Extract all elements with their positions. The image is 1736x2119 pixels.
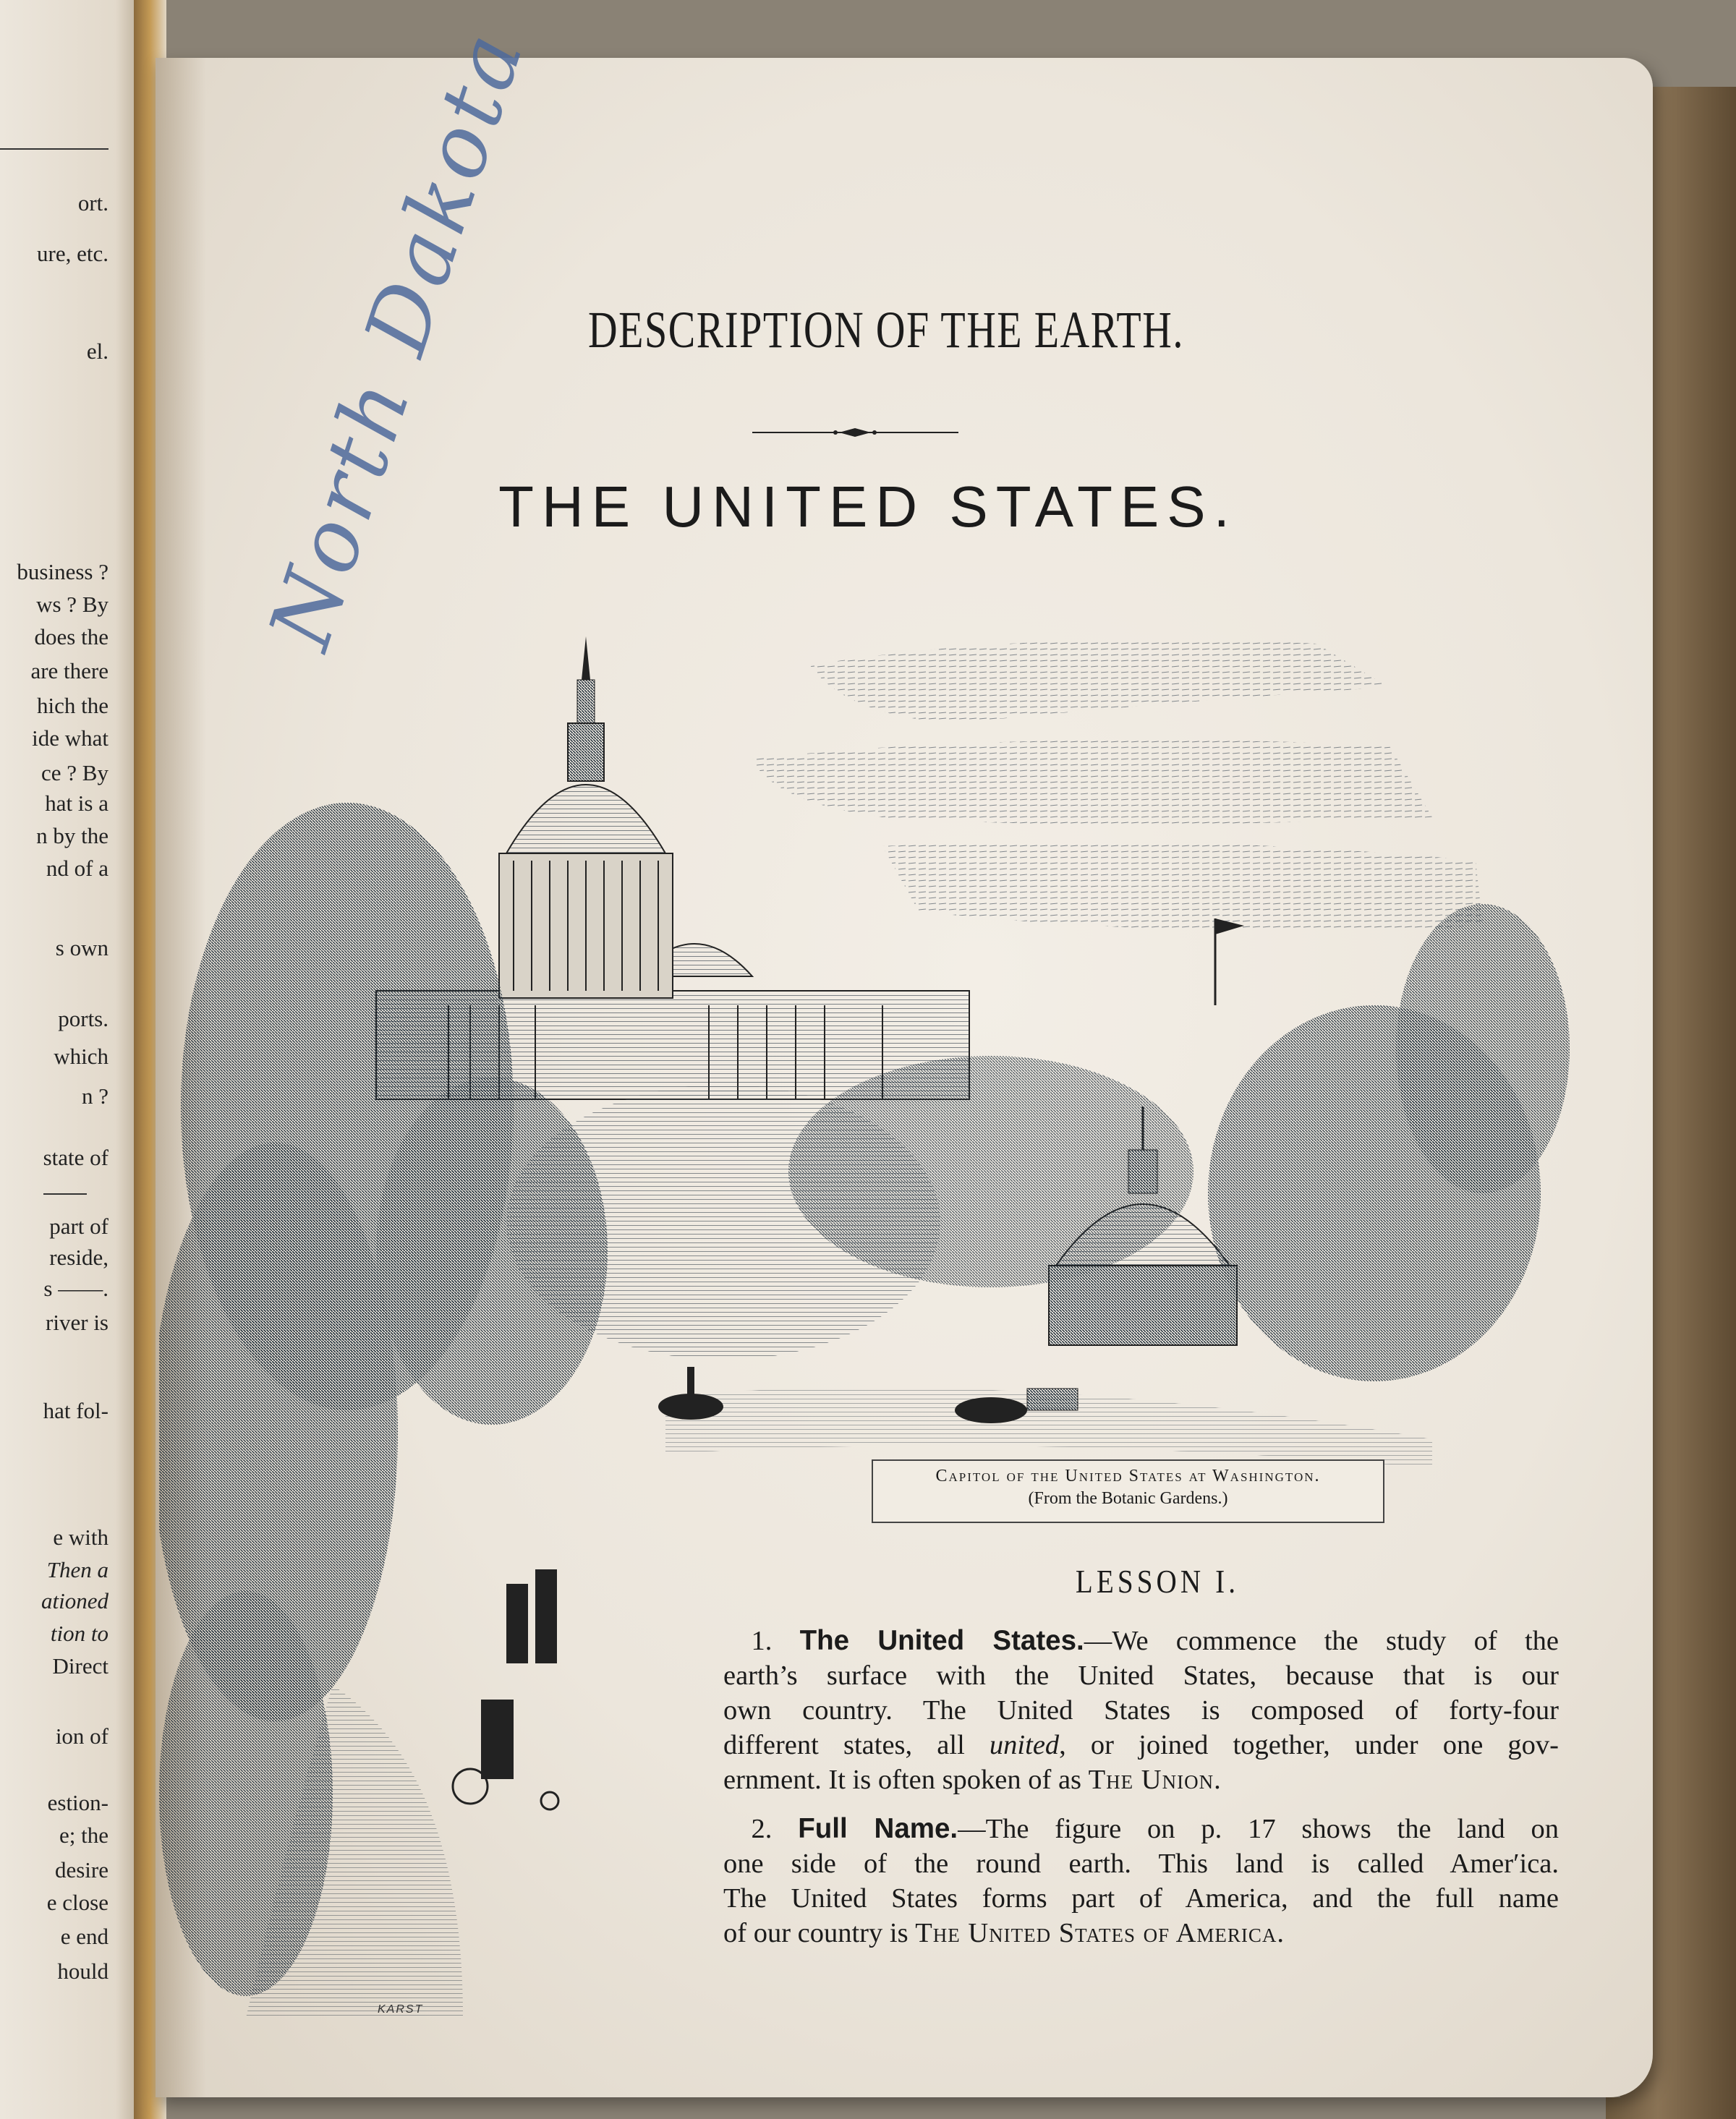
left-page-line: ce ? By: [41, 760, 109, 785]
left-page-line: hat fol-: [43, 1398, 109, 1423]
left-page: [0, 0, 145, 2119]
left-page-line: are there: [30, 658, 109, 683]
left-page-line: Then a: [46, 1557, 109, 1582]
left-page-line: ure, etc.: [37, 241, 109, 266]
paragraph-2-line-4: of our country is The United States of America.: [723, 1918, 1285, 1948]
paragraph-number: 1.: [751, 1626, 773, 1656]
lesson-title: LESSON I.: [1075, 1563, 1240, 1600]
left-page-line: hould: [57, 1958, 109, 1984]
left-page-line: ort.: [77, 190, 109, 216]
left-page-line: e; the: [59, 1822, 109, 1848]
left-page-line: e close: [46, 1890, 109, 1915]
paragraph-1-line-4: different states, all united, or joined together, under one gov-: [723, 1730, 1559, 1760]
left-page-line: part of: [49, 1214, 109, 1239]
left-page-line: s ——.: [43, 1276, 109, 1301]
left-page-line: ationed: [41, 1588, 109, 1613]
left-page-line: does the: [34, 624, 109, 649]
left-page-line: river is: [46, 1310, 109, 1335]
capitol-engraving: [159, 600, 1577, 2018]
left-page-line: ion of: [55, 1723, 109, 1749]
left-page-line: tion to: [50, 1621, 109, 1646]
left-page-line: ports.: [58, 1006, 109, 1031]
left-page-line: business ?: [17, 559, 109, 584]
caption-title: Capitol of the United States at Washington.: [935, 1467, 1321, 1485]
left-page-line: e with: [53, 1525, 109, 1550]
handwritten-note: North Dakota: [250, 17, 543, 660]
paragraph-number: 2.: [751, 1814, 773, 1844]
paragraph-1-line-1: 1. The United States.—We commence the study of the: [751, 1625, 1559, 1656]
ornament-divider: [752, 427, 958, 438]
sky-clouds: [752, 639, 1483, 930]
left-page-line: n by the: [36, 823, 109, 848]
page-title: THE UNITED STATES.: [498, 474, 1238, 539]
left-page-line: ide what: [32, 725, 109, 751]
left-page-line: desire: [54, 1857, 109, 1883]
paragraph-2-line-2: one side of the round earth. This land is called Amer′ica.: [723, 1849, 1559, 1879]
left-page-line: reside,: [49, 1245, 109, 1270]
left-page-line: s own: [55, 935, 109, 960]
left-page-line: e end: [60, 1924, 109, 1949]
emphasis: united: [989, 1730, 1060, 1760]
left-page-rule: [43, 1193, 87, 1195]
left-page-line: el.: [86, 338, 109, 364]
left-page-line: ws ? By: [36, 592, 109, 617]
left-page-line: nd of a: [46, 856, 109, 881]
paragraph-heading: Full Name.: [798, 1813, 958, 1844]
left-page-line: hich the: [37, 693, 109, 718]
paragraph-1-line-2: earth’s surface with the United States, because that is our: [723, 1660, 1559, 1691]
illustration-caption: [872, 1459, 1384, 1523]
paragraph-2-line-1: 2. Full Name.—The figure on p. 17 shows the land on: [751, 1813, 1560, 1844]
caption-subtitle: (From the Botanic Gardens.): [1028, 1489, 1228, 1508]
paragraph-1-line-5: ernment. It is often spoken of as The Union.: [723, 1765, 1222, 1795]
left-page-rule: [0, 148, 109, 150]
left-page-line: n ?: [81, 1083, 109, 1109]
left-page-line: estion-: [47, 1790, 109, 1815]
left-page-line: which: [54, 1044, 109, 1069]
engraver-signature: KARST: [378, 2003, 424, 2016]
paragraph-1-line-3: own country. The United States is composed of forty-four: [723, 1695, 1559, 1726]
paragraph-heading: The United States.: [799, 1625, 1084, 1656]
left-page-line: state of: [43, 1145, 109, 1170]
section-heading: DESCRIPTION OF THE EARTH.: [588, 301, 1184, 359]
left-page-line: hat is a: [45, 790, 109, 816]
paragraph-2-line-3: The United States forms part of America, and the full name: [723, 1883, 1559, 1914]
left-page-line: Direct: [52, 1653, 109, 1679]
